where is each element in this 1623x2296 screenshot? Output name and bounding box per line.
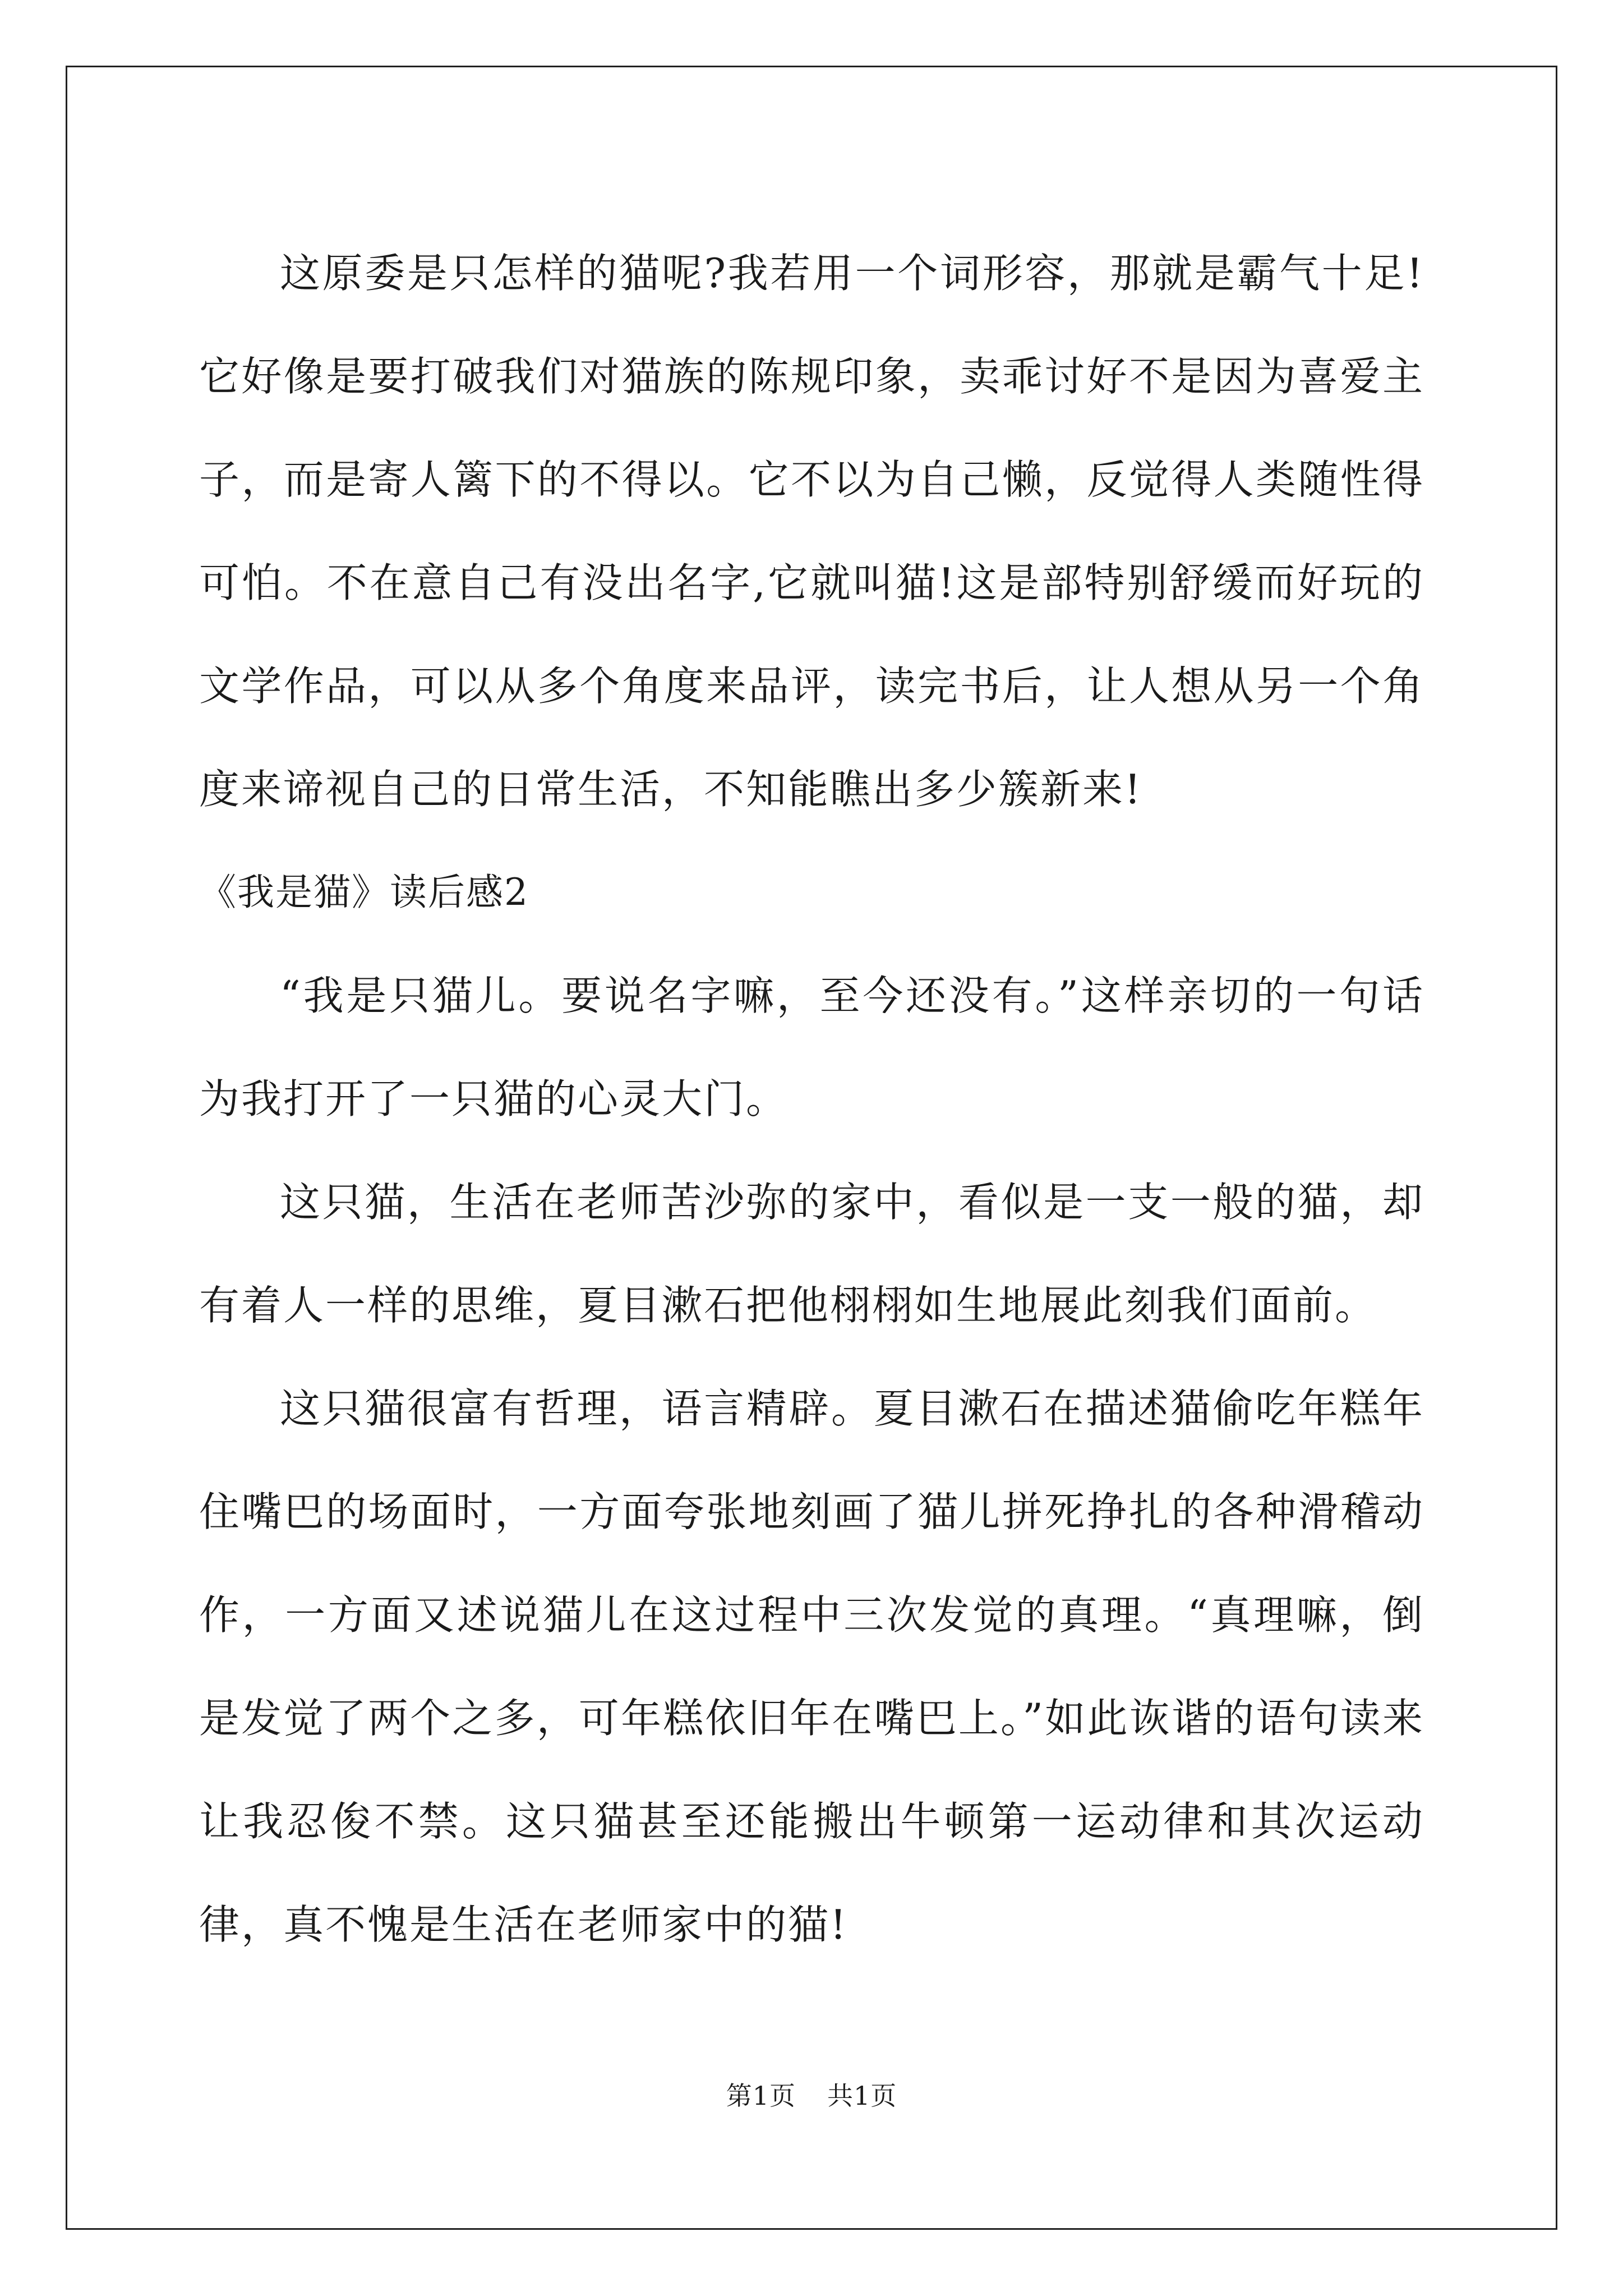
paragraph: 这原委是只怎样的猫呢?我若用一个词形容，那就是霸气十足!它好像是要打破我们对猫族的陈规印象，卖乖讨好不是因为喜爱主子，而是寄人篱下的不得以。它不以为自己懒，反觉得人类随性得可怕。不在意自己有没出名字,它就叫猫!这是部特别舒缓而好玩的文学作品，可以从多个角度来品评，读完书后，让人想从另一个角度来谛视自己的日常生活，不知能瞧出多少簇新来! (199, 250, 1424, 813)
page-total: 共1页 (827, 2081, 897, 2111)
page-footer (0, 2076, 1623, 2113)
paragraph: “我是只猫儿。要说名字嘛，至今还没有。”这样亲切的一句话为我打开了一只猫的心灵大门。 (199, 972, 1424, 1122)
section-heading: 《我是猫》读后感2 (199, 871, 529, 914)
document-body (199, 222, 1424, 1976)
paragraph: 这只猫很富有哲理，语言精辟。夏目漱石在描述猫偷吃年糕年住嘴巴的场面时，一方面夸张地刻画了猫儿拼死挣扎的各种滑稽动作，一方面又述说猫儿在这过程中三次发觉的真理。“真理嘛，倒是发觉了两个之多，可年糕依旧年在嘴巴上。”如此诙谐的语句读来让我忍俊不禁。这只猫甚至还能搬出牛顿第一运动律和其次运动律，真不愧是生活在老师家中的猫! (199, 1385, 1424, 1948)
page-number: 第1页 (726, 2081, 796, 2111)
paragraph: 这只猫，生活在老师苦沙弥的家中，看似是一支一般的猫，却有着人一样的思维，夏目漱石把他栩栩如生地展此刻我们面前。 (199, 1179, 1424, 1329)
